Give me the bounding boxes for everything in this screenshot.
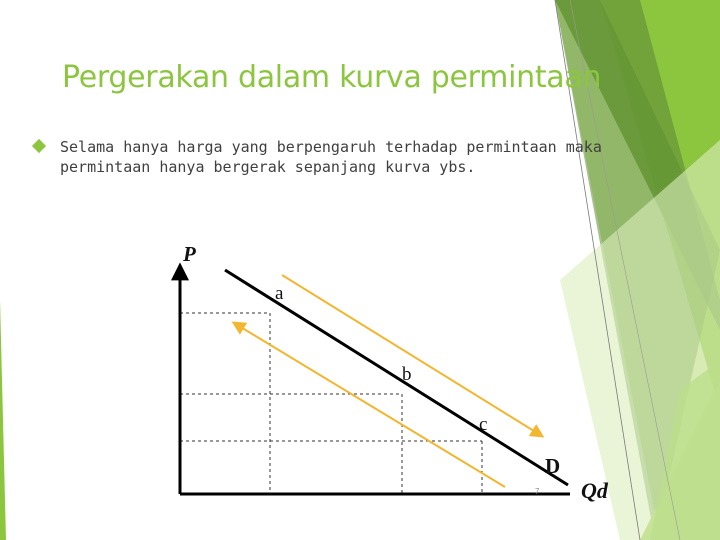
movement-arrow-up: [234, 323, 505, 487]
curve-label: D: [545, 454, 561, 478]
point-label-c: c: [479, 414, 488, 435]
slide-title: Pergerakan dalam kurva permintaan: [62, 60, 602, 95]
movement-arrow-down: [282, 275, 542, 436]
page-number: 7: [535, 487, 540, 496]
bullet-text: Selama hanya harga yang berpengaruh terhadap permintaan maka permintaan hanya bergerak sepanjang kurva ybs.: [60, 138, 602, 176]
x-axis-label: Qd: [581, 478, 608, 503]
point-label-b: b: [402, 364, 412, 385]
point-label-a: a: [275, 283, 284, 304]
y-axis-label: P: [183, 242, 196, 266]
